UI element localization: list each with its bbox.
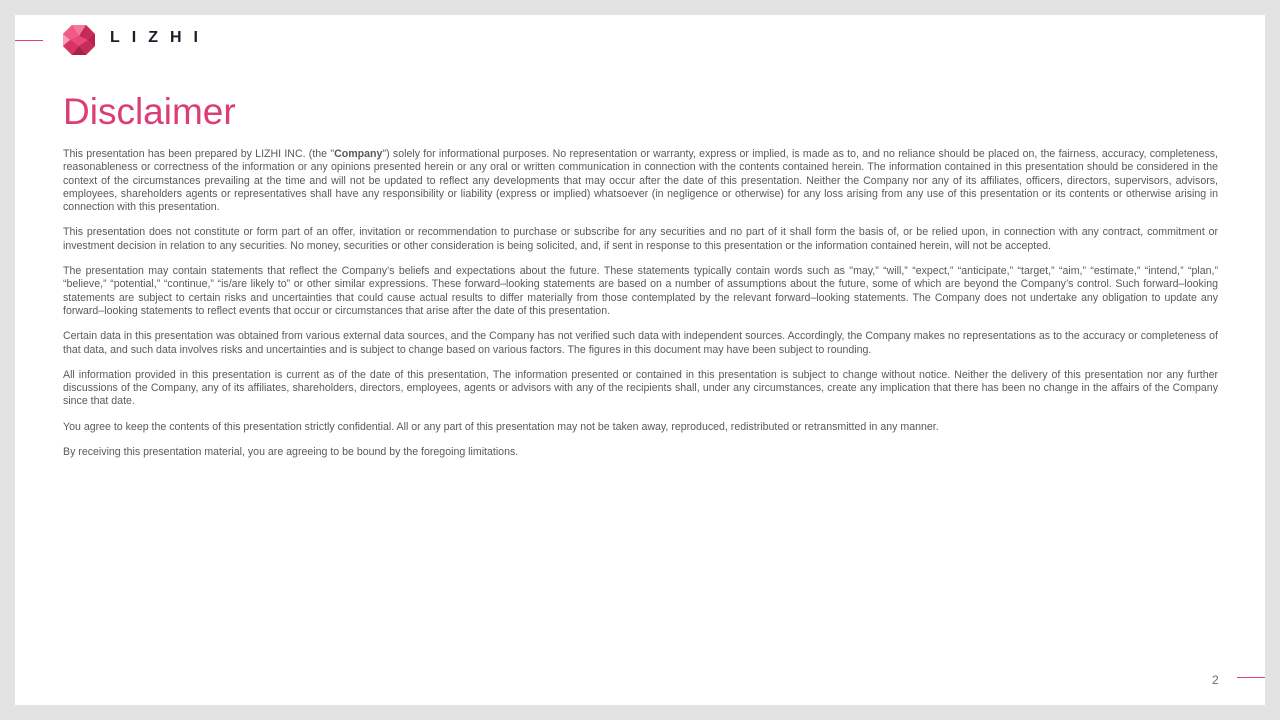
lizhi-logo-icon bbox=[62, 24, 96, 56]
disclaimer-paragraph-2: This presentation does not constitute or form part of an offer, invitation or recommendation to purchase or subscribe for any securities and no part of it shall form the basis of, or be relied upon, in connection with any contract, commitment or investment decision in relation to any securities. No money, securities or other consideration is being solicited, and, if sent in response to this presentation or the information contained herein, will not be accepted. bbox=[63, 226, 1218, 252]
accent-line-bottom bbox=[1237, 677, 1265, 678]
paragraph-1-post: ") solely for informational purposes. No representation or warranty, express or implied, is made as to, and no reliance should be placed on, the fairness, accuracy, completeness, reasonableness or correctness of the information or any opinions presented herein or any oral or written communication in connection with the contents contained herein. The information contained in this presentation should be considered in the context of the circumstances prevailing at the time and will not be updated to reflect any developments that may occur after the date of this presentation. Neither the Company nor any of its affiliates, officers, directors, supervisors, advisors, employees, shareholders agents or representatives shall have any responsibility or liability (express or implied) whatsoever (in negligence or otherwise) for any loss arising from any use of this presentation or its contents or otherwise arising in connection with this presentation. bbox=[63, 148, 1219, 214]
page-title: Disclaimer bbox=[63, 91, 236, 132]
disclaimer-paragraph-1 bbox=[63, 148, 1218, 214]
paragraph-1-pre: This presentation has been prepared by LIZHI INC. (the " bbox=[63, 148, 335, 160]
disclaimer-paragraph-3: The presentation may contain statements that reflect the Company’s beliefs and expectations about the future. These statements typically contain words such as "may,” “will,” “expect,” “anticipate,” “target,” “aim,” “estimate,” “intend,” “plan,” “believe,” “potential,” “continue,” “is/are likely to” or other similar expressions. These forward–looking statements are based on a number of assumptions about the future, some of which are beyond the Company’s control. Such forward–looking statements are subject to certain risks and uncertainties that could cause actual results to differ materially from those contemplated by the relevant forward–looking statements. The Company does not undertake any obligation to update any forward–looking statements to reflect events that occur or circumstances that arise after the date of this presentation. bbox=[63, 265, 1218, 317]
page-number: 2 bbox=[1212, 673, 1219, 687]
brand-name: LIZHI bbox=[110, 29, 210, 46]
disclaimer-paragraph-5: All information provided in this presentation is current as of the date of this presentation, The information presented or contained in this presentation is subject to change without notice. Neither the delivery of this presentation nor any further discussions of the Company, any of its affiliates, shareholders, directors, employees, agents or advisors with any of the recipients shall, under any circumstances, create any implication that there has been no change in the affairs of the Company since that date. bbox=[63, 368, 1218, 408]
disclaimer-paragraph-4: Certain data in this presentation was obtained from various external data sources, and the Company has not verified such data with independent sources. Accordingly, the Company makes no representations as to the accuracy or completeness of that data, and such data involves risks and uncertainties and is subject to change based on various factors. The figures in this document may have been subject to rounding. bbox=[63, 330, 1218, 356]
slide bbox=[15, 15, 1265, 705]
company-term: Company bbox=[334, 148, 383, 160]
disclaimer-body bbox=[63, 148, 1218, 471]
disclaimer-paragraph-7: By receiving this presentation material, you are agreeing to be bound by the foregoing limitations. bbox=[63, 446, 519, 459]
accent-line-top bbox=[15, 40, 43, 41]
disclaimer-paragraph-6: You agree to keep the contents of this presentation strictly confidential. All or any part of this presentation may not be taken away, reproduced, redistributed or retransmitted in any manner. bbox=[63, 420, 939, 433]
